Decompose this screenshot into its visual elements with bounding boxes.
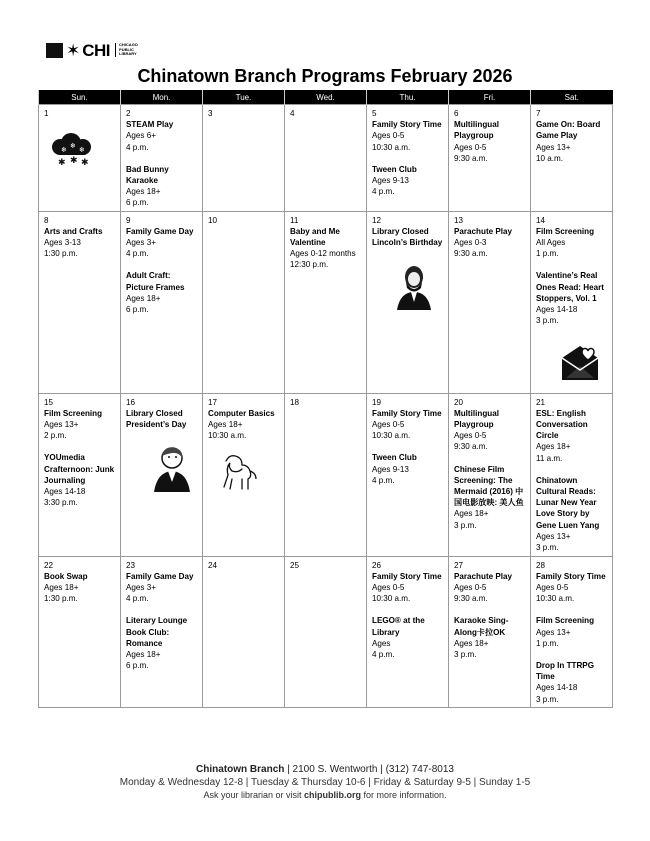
love-letter-icon [558,342,607,385]
event-detail: Ages 14-18 [44,487,86,497]
event-detail: 9:30 a.m. [454,442,488,452]
event-detail: 9:30 a.m. [454,594,488,604]
day-cell [367,211,449,393]
event-title: Baby and Me Valentine [290,226,340,248]
day-cell [367,105,449,212]
event-detail: 10:30 a.m. [208,431,247,441]
day-cell [203,393,285,556]
event-title: Multilingual Playgroup [454,408,499,430]
day-cell [203,556,285,707]
event-spacer [536,464,607,475]
event-detail: 1 p.m. [536,249,559,259]
event-detail: Ages 18+ [44,583,79,593]
day-cell [285,105,367,212]
svg-text:✱: ✱ [81,158,89,168]
day-number: 15 [44,397,54,407]
day-cell [449,105,531,212]
event-detail: Ages 14-18 [536,305,578,315]
event-detail: 3 p.m. [536,543,559,553]
event-title: Adult Craft: Picture Frames [126,271,185,292]
event-detail: 2 p.m. [44,431,67,441]
event-spacer [126,259,197,270]
day-cell [39,556,121,707]
event-title: Tween Club [372,453,417,463]
event-detail: 1 p.m. [536,638,559,648]
event-detail: 4 p.m. [126,249,149,259]
event-spacer [536,649,607,660]
footer-contact [0,763,650,776]
event-detail: Ages 6+ [126,131,156,141]
event-title: STEAM Play [126,120,174,130]
event-detail: Ages 9-13 [372,176,409,186]
day-number: 20 [454,397,464,407]
day-cell [531,105,613,212]
day-number: 1 [44,109,49,118]
event-detail: 4 p.m. [372,187,395,197]
branch-address: | 2100 S. Wentworth | (312) 747-8013 [287,764,454,775]
weekday-label: Tue. [203,90,285,105]
day-number: 23 [126,560,136,570]
day-number: 14 [536,215,546,225]
day-number: 16 [126,397,136,407]
event-detail: 6 p.m. [126,305,149,315]
svg-text:❄: ❄ [70,142,76,151]
week-row [39,393,613,556]
event-detail: 4 p.m. [372,475,395,485]
event-detail: Ages 0-5 [372,583,405,593]
svg-text:✱: ✱ [70,156,78,167]
event-detail: Ages 14-18 [536,683,578,693]
day-cell [531,556,613,707]
event-detail: 11 a.m. [536,453,563,463]
day-cell [449,211,531,393]
event-title: Bad Bunny Karaoke [126,164,169,186]
event-title: Library Closed President’s Day [126,408,187,430]
event-detail: Ages 0-5 [454,583,487,593]
event-detail: 3 p.m. [536,694,559,704]
event-title: Parachute Play [454,226,513,236]
day-cell [531,393,613,556]
event-title: Book Swap [44,571,88,581]
event-detail: 9:30 a.m. [454,153,488,163]
day-number: 7 [536,109,541,118]
event-detail: 12:30 p.m. [290,260,329,270]
event-detail: Ages 0-3 [454,238,487,248]
event-detail: Ages 0-5 [454,142,487,152]
day-number: 22 [44,560,54,570]
day-cell [367,393,449,556]
day-number: 25 [290,560,300,570]
week-row [39,211,613,393]
event-spacer [454,453,525,464]
weekday-header [39,90,613,105]
day-cell [285,211,367,393]
event-title: Family Game Day [126,571,194,581]
week-row [39,556,613,707]
weekday-label: Wed. [285,90,367,105]
event-detail: Ages 18+ [126,187,161,197]
event-detail: 3:30 p.m. [44,498,78,508]
event-detail: 6 p.m. [126,661,149,671]
event-detail: Ages 18+ [454,509,489,519]
event-detail: Ages 0-5 [372,420,405,430]
event-detail: Ages 3+ [126,583,156,593]
event-title: Valentine’s Real Ones Read: Heart Stoppers, Vol. 1 [536,271,604,303]
day-number: 6 [454,109,459,118]
snow-cloud-icon [46,133,115,170]
day-cell [39,211,121,393]
event-detail: Ages 0-5 [536,583,569,593]
event-title: Film Screening [44,408,103,418]
event-detail: 3 p.m. [454,650,477,660]
day-cell [39,393,121,556]
day-number: 24 [208,560,218,570]
event-detail: Ages 13+ [536,531,571,541]
event-detail: Ages 13+ [536,627,571,637]
event-title: Library Closed Lincoln’s Birthday [372,226,443,248]
event-detail: 10:30 a.m. [372,431,411,441]
lincoln-portrait-icon [394,262,443,313]
day-number: 28 [536,560,546,570]
event-title: ESL: English Conversation Circle [536,408,588,441]
event-title: Parachute Play [454,571,513,581]
event-detail: Ages 3-13 [44,238,81,248]
footer [0,763,650,801]
event-detail: 9:30 a.m. [454,249,488,259]
logo-text: CHI [82,40,111,60]
event-detail: Ages 18+ [208,420,243,430]
day-cell [203,105,285,212]
event-spacer [372,604,443,615]
day-cell [531,211,613,393]
event-detail: 4 p.m. [372,650,395,660]
event-detail: 10:30 a.m. [536,594,575,604]
day-cell [121,393,203,556]
library-logo [46,41,138,59]
event-title: Film Screening [536,226,595,236]
day-number: 11 [290,215,299,225]
event-title: Family Story Time [372,120,442,130]
event-title: Chinese Film Screening: The Mermaid (2016) 中国电影放映: 美人鱼 [454,464,524,508]
day-number: 27 [454,560,464,570]
day-cell [285,556,367,707]
day-cell [449,393,531,556]
event-detail: 10:30 a.m. [372,142,411,152]
event-title: Film Screening [536,616,595,626]
horse-icon [216,449,279,496]
event-detail: Ages 18+ [454,638,489,648]
event-detail: Ages 0-5 [454,431,487,441]
event-title: Game On: Board Game Play [536,120,601,141]
weekday-label: Sat. [531,90,613,105]
svg-text:❄: ❄ [79,146,85,155]
event-detail: Ages 13+ [536,142,571,152]
day-cell [121,556,203,707]
event-spacer [126,604,197,615]
event-spacer [44,441,115,452]
day-number: 8 [44,215,49,225]
event-detail: 1:30 p.m. [44,249,78,259]
event-title: Literary Lounge Book Club: Romance [126,616,188,648]
event-detail: Ages 13+ [44,420,79,430]
event-detail: 4 p.m. [126,594,149,604]
weekday-label: Thu. [367,90,449,105]
event-spacer [536,604,607,615]
day-number: 21 [536,397,546,407]
week-row [39,105,613,212]
page-title: Chinatown Branch Programs February 2026 [137,66,513,86]
event-title: Family Game Day [126,226,194,236]
day-cell [367,556,449,707]
logo-library-name: CHICAGO PUBLIC LIBRARY [115,43,138,56]
day-number: 4 [290,109,295,118]
event-detail: Ages 0-12 months [290,249,356,259]
washington-portrait-icon [152,444,197,495]
calendar-table [38,90,613,708]
day-number: 19 [372,397,382,407]
day-cell [39,105,121,212]
day-cell [449,556,531,707]
event-detail: All Ages [536,238,566,248]
event-spacer [454,604,525,615]
event-title: Drop In TTRPG Time [536,661,594,682]
footer-info: Ask your librarian or visit chipublib.org for more information. [203,790,447,800]
event-title: Multilingual Playgroup [454,120,499,141]
event-detail: Ages 3+ [126,238,156,248]
event-title: YOUmedia Crafternoon: Junk Journaling [44,453,115,485]
event-title: Computer Basics [208,408,275,418]
weekday-label: Fri. [449,90,531,105]
event-detail: 4 p.m. [126,142,149,152]
day-number: 5 [372,109,377,118]
event-title: Family Story Time [372,571,442,581]
event-detail: Ages 18+ [126,293,161,303]
day-number: 10 [208,215,218,225]
event-detail: 3 p.m. [454,520,477,530]
event-detail: 10 a.m. [536,153,563,163]
day-cell [285,393,367,556]
day-number: 2 [126,109,131,118]
website-link[interactable]: chipublib.org [304,790,361,800]
logo-square [46,43,63,58]
day-number: 13 [454,215,464,225]
day-cell [203,211,285,393]
day-number: 9 [126,215,131,225]
event-detail: 1:30 p.m. [44,594,78,604]
event-detail: 10:30 a.m. [372,594,411,604]
branch-hours: Monday & Wednesday 12-8 | Tuesday & Thursday 10-6 | Friday & Saturday 9-5 | Sunday 1-5 [119,777,531,788]
event-title: LEGO® at the Library [372,616,425,637]
event-title: Arts and Crafts [44,226,103,236]
weekday-label: Sun. [39,90,121,105]
event-spacer [372,153,443,164]
branch-name: Chinatown Branch [196,764,285,775]
day-number: 17 [208,397,218,407]
weekday-label: Mon. [121,90,203,105]
event-title: Karaoke Sing-Along卡拉OK [454,616,509,637]
event-detail: Ages 18+ [126,650,161,660]
event-spacer [372,441,443,452]
event-detail: Ages 9-13 [372,464,409,474]
event-title: Tween Club [372,164,417,174]
day-number: 12 [372,215,382,225]
event-spacer [536,259,607,270]
day-number: 26 [372,560,382,570]
event-title: Family Story Time [536,571,606,581]
event-detail: Ages 18+ [536,442,571,452]
svg-text:❄: ❄ [61,146,67,155]
day-cell [121,211,203,393]
day-number: 3 [208,109,213,118]
day-number: 18 [290,397,300,407]
event-detail: 6 p.m. [126,198,149,208]
event-detail: 3 p.m. [536,316,559,326]
event-title: Chinatown Cultural Reads: Lunar New Year Love Story by Gene Luen Yang [536,475,600,530]
event-detail: Ages 0-5 [372,131,405,141]
event-detail: Ages [372,638,391,648]
event-spacer [126,153,197,164]
day-cell [121,105,203,212]
event-title: Family Story Time [372,408,442,418]
svg-text:✱: ✱ [58,158,66,168]
star-icon: ✶ [66,40,81,60]
